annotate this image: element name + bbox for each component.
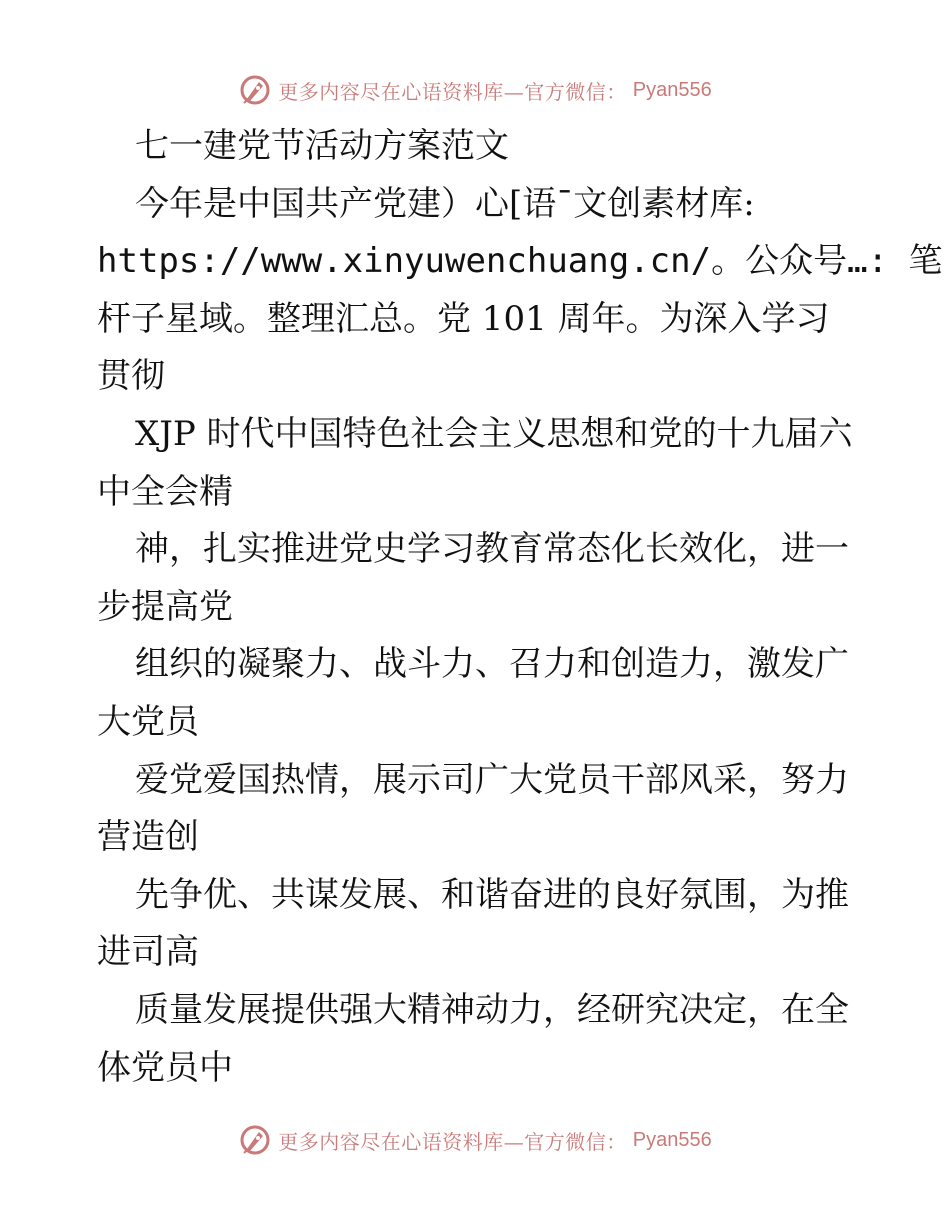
document-line: 步提高党: [97, 586, 233, 627]
header-banner-text: 更多内容尽在心语资料库—官方微信：: [278, 79, 627, 104]
document-line: 神，扎实推进党史学习教育常态化长效化，进一: [135, 529, 849, 570]
document-body: [97, 118, 943, 1097]
footer-banner: [0, 1120, 950, 1160]
footer-banner-text: 更多内容尽在心语资料库—官方微信：: [278, 1129, 627, 1154]
pen-nib-circle-logo-icon: [238, 1123, 272, 1157]
document-line: 组织的凝聚力、战斗力、召力和创造力，激发广: [135, 644, 849, 685]
document-title: 七一建党节活动方案范文: [135, 126, 509, 166]
footer-banner-content: [238, 1123, 711, 1157]
document-line: 大党员: [97, 701, 199, 742]
pen-nib-circle-logo-icon: [238, 73, 272, 107]
document-line: 杆子星域。整理汇总。党 101 周年。为深入学习: [97, 298, 830, 339]
document-line: 先争优、共谋发展、和谐奋进的良好氛围，为推: [135, 874, 849, 915]
document-line: https://www.xinyuwenchuang.cn/。公众号…: 笔: [97, 241, 943, 282]
document-line: 体党员中: [97, 1047, 233, 1088]
document-line: 今年是中国共产党建）心[语¯文创素材库:: [135, 183, 755, 224]
document-line: 中全会精: [97, 471, 233, 512]
header-banner-account: Pyan556: [632, 78, 712, 101]
header-banner: [0, 70, 950, 110]
document-line: 爱党爱国热情，展示司广大党员干部风采，努力: [135, 759, 849, 800]
document-line: 贯彻: [97, 356, 165, 397]
document-line: XJP 时代中国特色社会主义思想和党的十九届六: [135, 413, 853, 454]
document-line: 进司高: [97, 932, 199, 973]
document-line: 营造创: [97, 817, 199, 858]
footer-banner-account: Pyan556: [632, 1128, 712, 1151]
document-line: 质量发展提供强大精神动力，经研究决定，在全: [135, 989, 849, 1030]
header-banner-content: [238, 73, 711, 107]
